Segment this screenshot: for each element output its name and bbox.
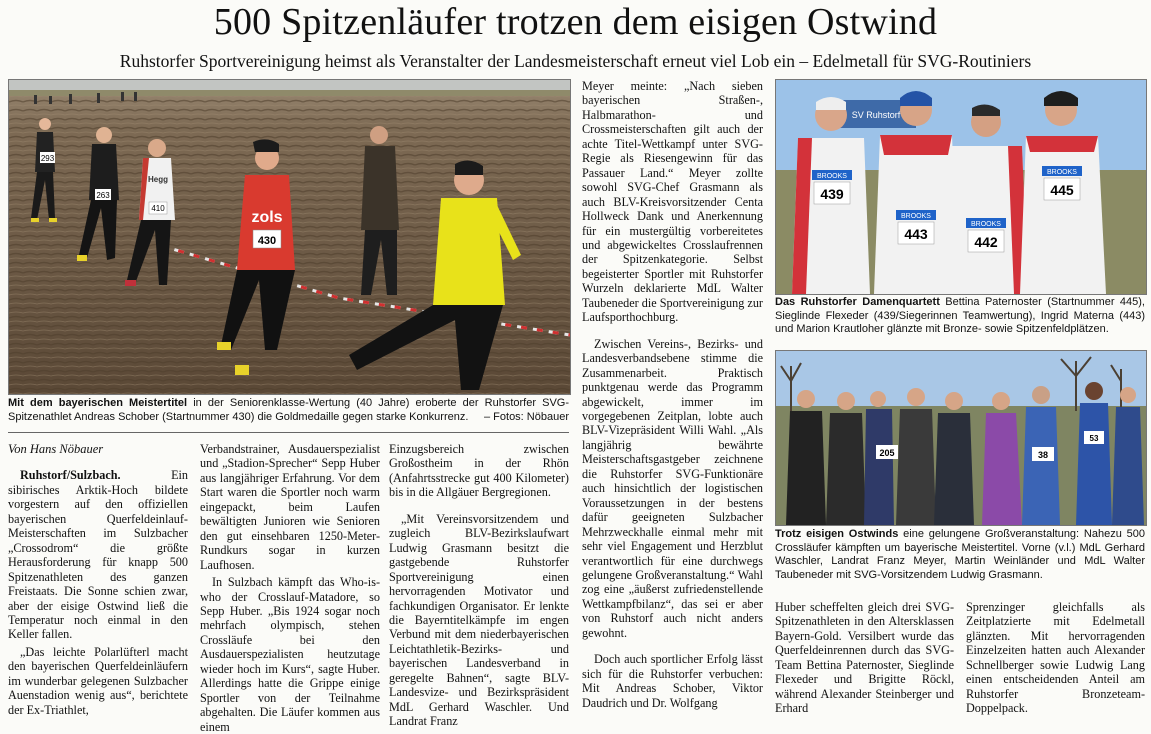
article-column-3 [389, 442, 569, 729]
byline: Von Hans Nöbauer [8, 442, 104, 456]
shirt-text: Hegg [148, 175, 168, 184]
paragraph: „Das leichte Polarlüfterl macht den bayerischen Querfeldeinläufern im wunderbar gelegenen Sulzbacher Auenstadion wenig aus“, berichtete der Ex-Triathlet, [8, 644, 188, 717]
paragraph: Doch auch sportlicher Erfolg lässt sich für die Ruhstorfer verbuchen: Mit Andreas Schober, Viktor Daudrich und Dr. Wolfgang [582, 652, 763, 710]
bib-number: 443 [904, 226, 928, 242]
dateline: Ruhstorf/Sulzbach. [20, 468, 121, 483]
women-quartet-photo [775, 79, 1147, 295]
paragraph: In Sulzbach kämpft das Who-is-who der Crosslauf-Matadore, so Sepp Huber. „Bis 1924 sogar noch mehrfach olympisch, stehen Crossläufe bei den Ausdauerspezialisten heutzutage wieder hoch im Kurs“, sagte Huber. Allerdings hatte die Grippe einige Sportler von der Teilnahme abgehalten. Die Läufer kommen aus einem [200, 575, 380, 734]
caption-lead: Trotz eisigen Ostwinds [775, 528, 899, 540]
headline: 500 Spitzenläufer trotzen dem eisigen Ostwind [213, 1, 938, 43]
banner-text: SV Ruhstorf [851, 110, 901, 120]
paragraph: Meyer meinte: „Nach sieben bayerischen Straßen-, Halbmarathon- und Crossmeisterschaften gilt auch der achte Titel-Wettkampf unter SVG-Regie als Riesengewinn für das Passauer Land.“ Meyer zollte sowohl SVG-Chef Grasmann als auch BLV-Kreisvorsitzender Centa Hollweck Dank und Anerkennung für ein mustergültig vorbereitetes und abgewickeltes Crosslaufrennen der Spitzenkategorie. Selbst begeisterter Sportler mit Ruhstorfer Wurzeln deklarierte MdL Walter Taubeneder die Sportvereinigung zur Laufsporthochburg. [582, 79, 763, 325]
bib-number: 205 [879, 448, 895, 458]
bib-number: 293 [40, 154, 55, 163]
women-photo-caption [775, 296, 1145, 337]
caption-lead: Das Ruhstorfer Damenquartett [775, 296, 940, 308]
shirt-text: zols [251, 209, 283, 226]
caption-text: in der Seniorenklasse-Wertung (40 Jahre) eroberte der Ruhstorfer SVG-Spitzenathlet Andreas Schober (Startnummer 430) die Goldmedaille gegen starke Konkurrenz. [8, 397, 569, 423]
caption-text: eine gelungene Großveranstaltung: Nahezu 500 Crossläufer kämpften um bayerische Meistertitel. Vorne (v.l.) MdL Gerhard Waschler, Landrat Franz Meyer, Martin Weinländer und MdL Walter Taubeneder mit SVG-Vorsitzendem Ludwig Grasmann. [775, 528, 1146, 581]
article-column-1 [8, 442, 188, 717]
group-illustration [776, 351, 1146, 525]
sponsor-text: BROOKS [971, 221, 1001, 228]
subheadline: Ruhstorfer Sportvereinigung heimst als Veranstalter der Landesmeisterschaft erneut viel Lob ein – Edelmetall für SVG-Routiniers [119, 51, 1032, 71]
paragraph: „Mit Vereinsvorsitzendem und zugleich BLV-Bezirkslaufwart Ludwig Grasmann besitzt die gastgebende Ruhstorfer Sportvereinigung einen hervorragenden Motivator und fachkundigen Organisator. Er lenkte die Bayerntitelkämpfe im engen Verbund mit dem niederbayerischen Leichtathletik-Bezirks- und bayerischen Landesverband in geregelte Bahnen“, sagte BLV-Landesvize- und Bezirkspräsident MdL Gerhard Waschler. Und Landrat Franz [389, 511, 569, 729]
sponsor-text: BROOKS [901, 213, 931, 220]
paragraph: Zwischen Vereins-, Bezirks- und Landesverbandsebene stimme die Zusammenarbeit. Praktisch punktgenau werde das Programm abgewickelt, immer im vorgegebenen Zeitplan, lobte auch BLV-Vizepräsident Willi Wahl. „Als langjährig bewährte Meisterschaftsgastgeber zeichnene die Ruhstorfer SVG-Funktionäre auch hinsichtlich der logistischen Voraussetzungen in der bestens dafür geeigneten Sulzbacher Mehrzweckhalle einmal mehr mit sehr viel Engagement und Herzblut verantwortlich für eine durchwegs gelungene Großveranstaltung.“ Wahl zog eine „äußerst zufriedenstellende Wettkampfbilanz“, das sei er aber von Ruhstorf auch nicht anders gewohnt. [582, 336, 763, 640]
caption-rule [8, 432, 569, 433]
runners-illustration [9, 80, 570, 394]
paragraph: Sprenzinger gleichfalls als Zeitplatzierte mit Edelmetall glänzten. Mit hervorragenden Einzelzeiten hatten auch Alexander Schnellberger sowie Ludwig Lang einen entscheidenden Anteil am Ruhstorfer Bronzeteam-Doppelpack. [966, 600, 1145, 716]
paragraph: Huber scheffelten gleich drei SVG-Spitzenathleten in den Altersklassen Bayern-Gold. Versilbert wurde das Querfeldeinrennen durch das SVG-Team Bettina Paternoster, Sieglinde Flexeder und Brigitte Röckl, während Alexander Steinberger und Erhard [775, 600, 954, 716]
group-photo [775, 350, 1147, 526]
caption-lead: Mit dem bayerischen Meistertitel [8, 397, 188, 409]
women-illustration [776, 80, 1146, 294]
caption-text: Bettina Paternoster (Startnummer 445), Sieglinde Flexeder (439/Siegerinnen Teamwertung), Ingrid Materna (443) und Marion Krautloher glänzte mit Bronze- sowie Spitzenfeldplätzen. [775, 296, 1145, 336]
bib-number: 410 [151, 204, 165, 213]
paragraph: Verbandstrainer, Ausdauerspezialist und „Stadion-Sprecher“ Sepp Huber aus langjähriger Erfahrung. Vor dem Start waren die Sportler noch warm eingepackt, beim Laufen bewältigten Junioren wie Senioren den gut einsehbaren 1250-Meter-Rundkurs sogar in kurzen Laufhosen. [200, 442, 380, 572]
bib-number: 263 [96, 191, 110, 200]
main-photo-caption [8, 397, 569, 424]
group-photo-caption [775, 528, 1145, 582]
sponsor-text: BROOKS [817, 173, 847, 180]
paragraph: Einzugsbereich zwischen Großostheim in der Rhön (Anfahrtsstrecke gut 400 Kilometer) bis in die Allgäuer Bergregionen. [389, 442, 569, 500]
bib-number: 439 [820, 186, 844, 202]
main-photo-runners [8, 79, 571, 395]
article-column-2 [200, 442, 380, 734]
article-column-6 [966, 600, 1145, 716]
article-column-5 [775, 600, 954, 716]
bib-number: 38 [1037, 450, 1049, 460]
bib-number: 445 [1050, 182, 1074, 198]
bib-number: 430 [257, 235, 277, 247]
sponsor-text: BROOKS [1047, 169, 1077, 176]
photo-credit: – Fotos: Nöbauer [484, 410, 569, 423]
bib-number: 442 [974, 234, 998, 250]
bib-number: 53 [1089, 434, 1099, 443]
paragraph: Ein sibirisches Arktik-Hoch bildete vorgestern auf den offiziellen bayerischen Querfeldeinlauf-Meisterschaften im Sulzbacher „Crossodrom“ die größte Herausforderung für knapp 500 Spitzenathleten des ganzen Freistaats. Die Sonne schien zwar, aber der eisige Ostwind ließ die Temperatur noch einmal in den Keller fallen. [8, 468, 188, 642]
article-column-4 [582, 79, 763, 710]
